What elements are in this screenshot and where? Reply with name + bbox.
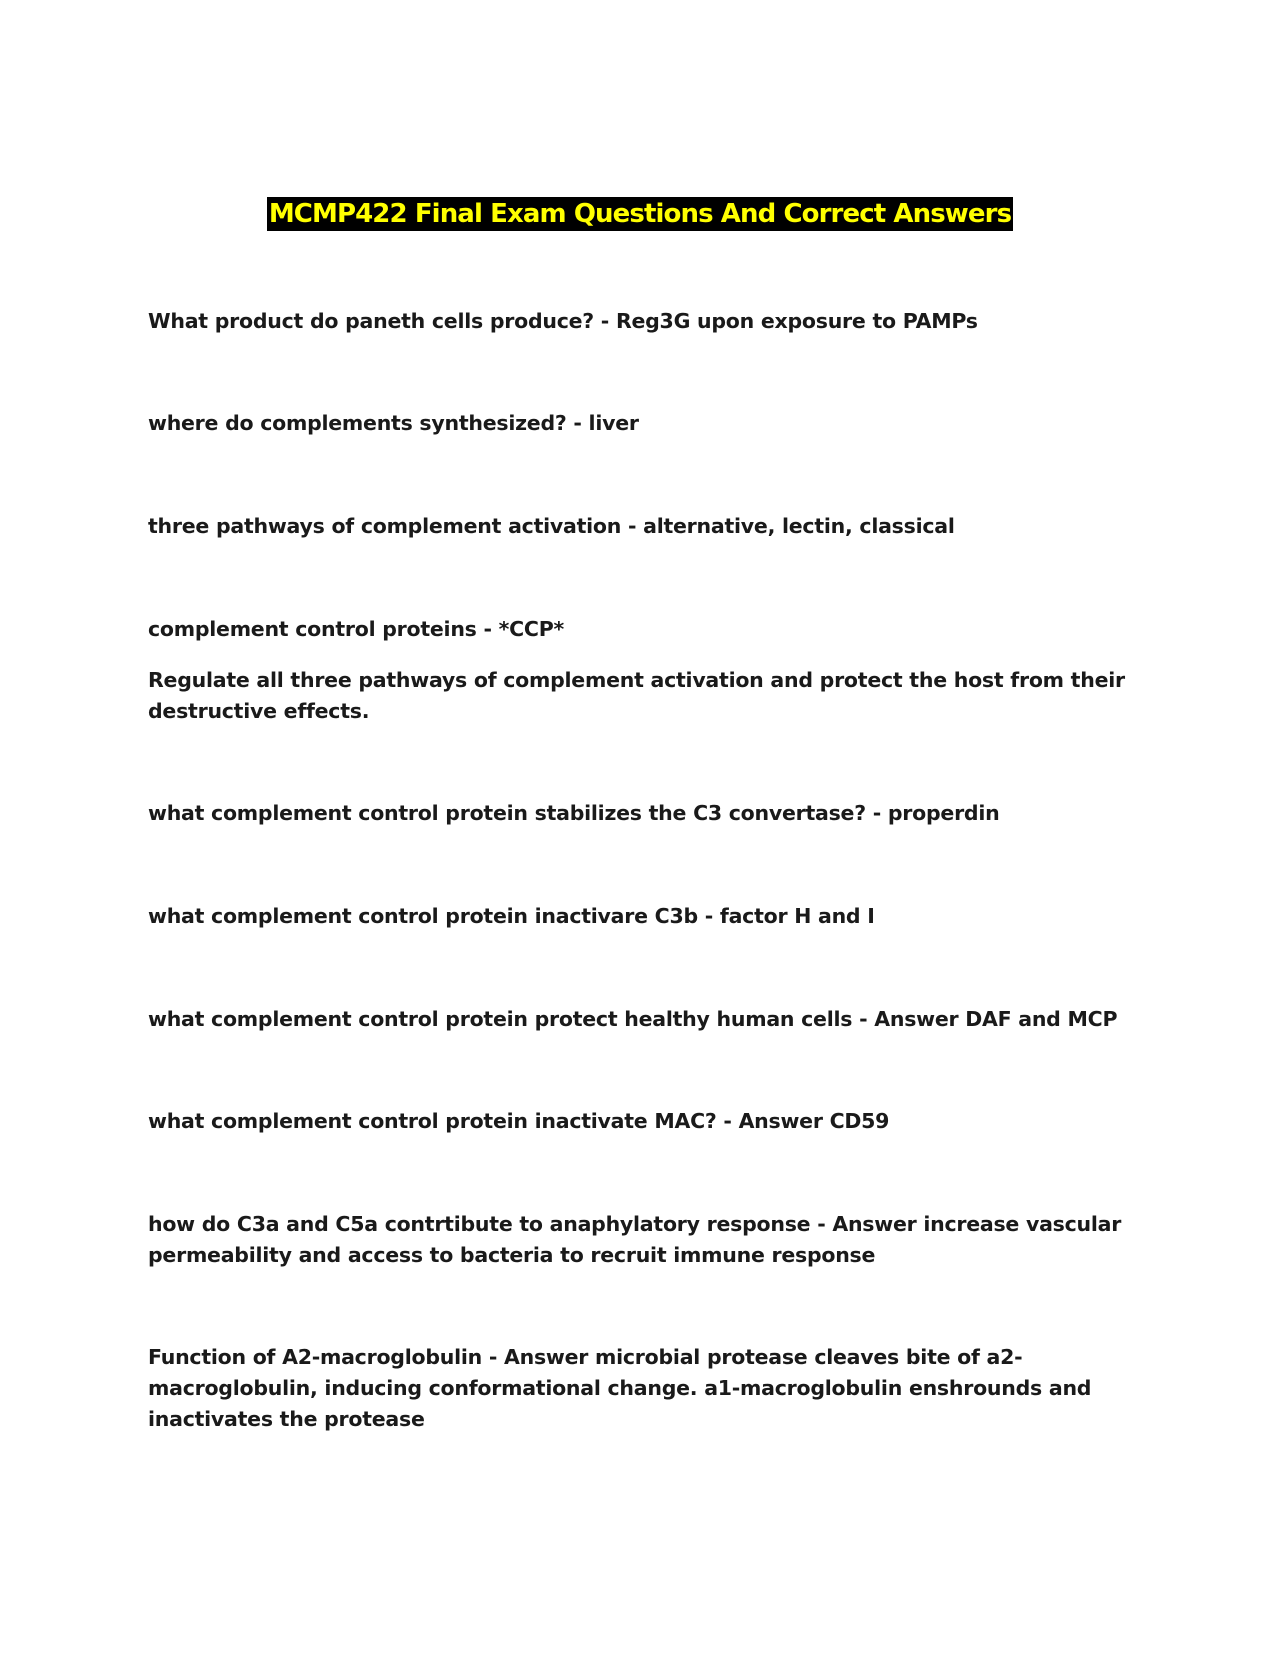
qa-entry-5 — [148, 798, 1128, 829]
qa-entry-3 — [148, 511, 1128, 542]
qa-text: how do C3a and C5a contrtibute to anaphylatory response - Answer increase vascular permeability and access to bacteria to recruit immune response — [148, 1212, 1122, 1267]
qa-entry-1 — [148, 306, 1128, 337]
qa-entry-2 — [148, 408, 1128, 439]
qa-text: where do complements synthesized? - liver — [148, 411, 639, 435]
qa-text: what complement control protein inactivate MAC? - Answer CD59 — [148, 1109, 890, 1133]
qa-text: what complement control protein protect healthy human cells - Answer DAF and MCP — [148, 1007, 1118, 1031]
qa-text: three pathways of complement activation - alternative, lectin, classical — [148, 514, 955, 538]
qa-text: What product do paneth cells produce? - Reg3G upon exposure to PAMPs — [148, 309, 978, 333]
page-title: MCMP422 Final Exam Questions And Correct Answers — [268, 199, 1012, 229]
qa-text: complement control proteins - *CCP* — [148, 617, 564, 641]
qa-entry-8 — [148, 1106, 1128, 1137]
qa-text: Function of A2-macroglobulin - Answer microbial protease cleaves bite of a2-macroglobulin, inducing conformational change. a1-macroglobulin enshrounds and inactivates the protease — [148, 1345, 1092, 1431]
qa-entry-6 — [148, 901, 1128, 932]
qa-entry-4 — [148, 614, 1128, 727]
qa-entry-9 — [148, 1209, 1128, 1271]
qa-text-continued: Regulate all three pathways of complement activation and protect the host from their destructive effects. — [148, 668, 1125, 723]
qa-entry-7 — [148, 1004, 1128, 1035]
qa-entry-10 — [148, 1342, 1128, 1435]
title-container — [0, 197, 1280, 231]
qa-text: what complement control protein stabilizes the C3 convertase? - properdin — [148, 801, 1000, 825]
qa-text: what complement control protein inactivare C3b - factor H and I — [148, 904, 875, 928]
